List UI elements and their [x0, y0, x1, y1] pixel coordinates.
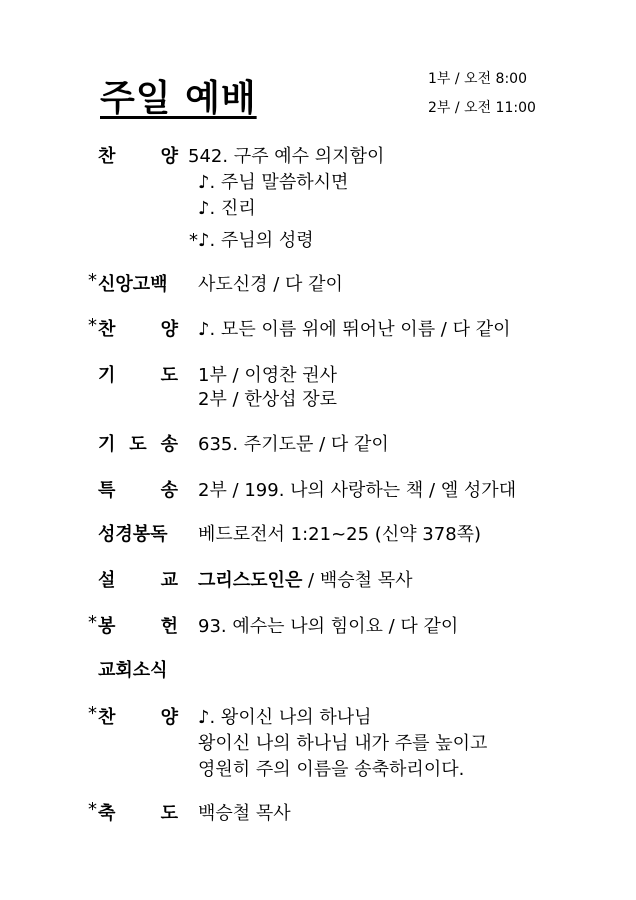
service-time-2: 2부 / 오전 11:00 [428, 100, 536, 116]
order-label: 기 도 [98, 365, 178, 386]
order-value: 635. 주기도문 / 다 같이 [198, 434, 389, 455]
order-label: 찬 양 [98, 146, 178, 167]
order-label: 기 도 송 [98, 434, 178, 455]
order-label: 교회소식 [98, 660, 168, 681]
order-label: 설 교 [98, 570, 178, 591]
order-value [198, 566, 413, 592]
standing-marker: * [88, 703, 97, 724]
order-value: 베드로전서 1:21~25 (신약 378쪽) [198, 524, 482, 545]
order-label: 특 송 [98, 480, 178, 501]
order-value: 사도신경 / 다 같이 [198, 274, 343, 295]
standing-marker: * [88, 612, 97, 633]
order-value: 1부 / 이영찬 권사 [198, 365, 338, 386]
order-label: 축 도 [98, 803, 178, 824]
service-time-1: 1부 / 오전 8:00 [428, 71, 527, 87]
sermon-title: 그리스도인은 [198, 570, 303, 591]
order-value: ♪. 모든 이름 위에 뛰어난 이름 / 다 같이 [198, 319, 511, 340]
order-value: 백승철 목사 [198, 803, 291, 824]
order-value: 93. 예수는 나의 힘이요 / 다 같이 [198, 616, 459, 637]
standing-marker: * [88, 270, 97, 291]
order-value: 542. 구주 예수 의지함이 [188, 146, 385, 167]
page-title: 주일 예배 [100, 78, 257, 119]
order-value: 2부 / 199. 나의 사랑하는 책 / 엘 성가대 [198, 480, 517, 501]
order-value: ♪. 왕이신 나의 하나님 [198, 707, 372, 728]
order-label: 봉 헌 [98, 616, 178, 637]
sermon-preacher: / 백승철 목사 [302, 570, 413, 591]
standing-marker: * [88, 799, 97, 820]
order-label: 성경봉독 [98, 524, 168, 545]
standing-marker: * [88, 315, 97, 336]
order-label: 신앙고백 [98, 274, 168, 295]
order-label: 찬 양 [98, 319, 178, 340]
order-label: 찬 양 [98, 707, 178, 728]
